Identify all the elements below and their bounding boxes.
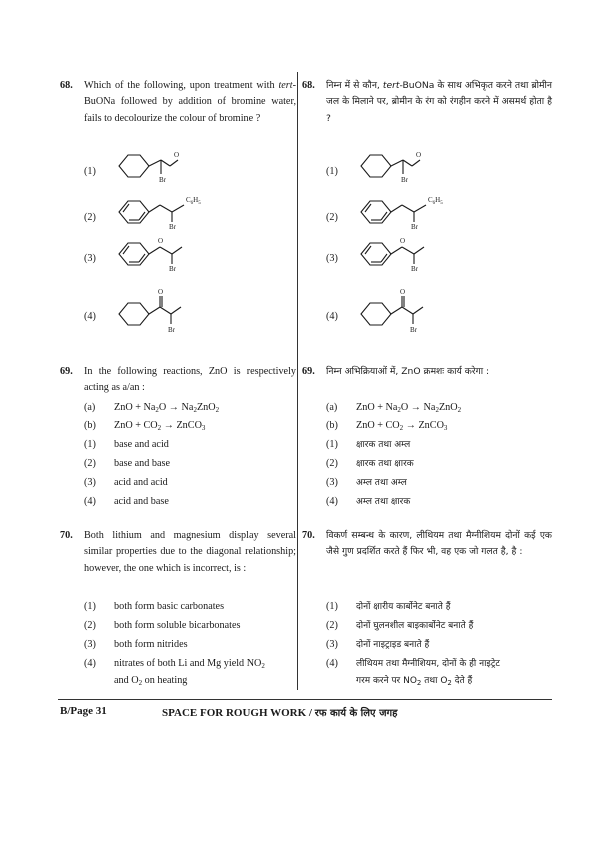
question-70-hi <box>302 528 552 561</box>
question-number: 69. <box>302 366 315 377</box>
structure-cyclohexyl-bromo-ketone <box>116 286 206 338</box>
question-text: Both lithium and magnesium display several similar properties due to the diagonal relationship; however, the one which is incorrect, is : <box>84 530 296 574</box>
option-label: (2) <box>84 212 96 223</box>
oxygen-label: O <box>400 237 406 245</box>
column-divider <box>297 72 298 690</box>
structure-cyclohexyl-bromo-ether <box>116 152 196 192</box>
question-69-hi <box>302 364 552 380</box>
question-number: 68. <box>302 80 315 91</box>
bromine-label: Br <box>411 265 418 273</box>
question-number: 68. <box>60 80 73 91</box>
question-text: विकर्ण सम्बन्ध के कारण, लीथियम तथा मैग्नीशियम दोनों कई एक जैसे गुण प्रदर्शित करते हैं फिर भी, वह एक जो गलत है, है : <box>326 530 552 558</box>
question-number: 69. <box>60 366 73 377</box>
bromine-label: Br <box>401 176 408 184</box>
question-text: Which of the following, upon treatment with tert-BuONa followed by addition of bromine water, fails to decolourize the colour of bromine ? <box>84 80 296 124</box>
question-70-en <box>60 528 296 577</box>
c6h5-label: $C_6H_5$ <box>428 196 443 206</box>
page-footer <box>60 705 540 725</box>
question-number: 70. <box>302 530 315 541</box>
bromine-label: Br <box>169 223 176 231</box>
exam-page: 68. Which of the following, upon treatment with tert-BuONa followed by addition of bromine water, fails to decolourize the colour of bromine ? (1) O Br (2) $C_6H_5$ Br (3) O Br (4) O Br 69. In the following reactions, ZnO is respectively acting as a/an : (a) ZnO + $Na_2O \to Na_2ZnO_2$ (b) ZnO + $CO_2$ → ZnCO$_3$ (1) base and acid (2) base and base (3) acid and acid (4) acid and base 70. Both lithium and magnesium display several similar properties due to the diagonal relationship; however, the one which is incorrect, is : (1) both form basic carbonates (2) both form soluble bicarbonates (3) both form nitrides (4) nitrates of both Li and Mg yield $NO_2$ and $O_2$ on heating 68. निम्न में से कौन, tert-BuONa के साथ अभिकृत करने तथा ब्रोमीन जल के मिलाने पर, ब्रोमीन के रंग को रंगहीन करने में असमर्थ होता है ? (1) O Br (2) $C_6H_5$ Br (3) O Br (4) O Br 69. निम्न अभिक्रियाओं में, ZnO क्रमशः कार्य करेगा : (a) ZnO + $Na_2O \to Na_2ZnO_2$ (b) ZnO + $CO_2$ → ZnCO$_3$ (1) क्षारक तथा अम्ल (2) क्षारक तथा क्षारक (3) अम्ल तथा अम्ल (4) अम्ल तथा क्षारक 70. विकर्ण सम्बन्ध के कारण, लीथियम तथा मैग्नीशियम दोनों कई एक जैसे गुण प्रदर्शित करते हैं फिर भी, वह एक जो गलत है, है : (1) दोनों क्षारीय कार्बोनेट बनाते हैं (2) दोनों घुलनशील बाइकार्बोनेट बनाते हैं (3) दोनों नाइट्राइड बनाते हैं (4) लीथियम तथा मैग्नीशियम, दोनों के ही नाइट्रेट गरम करने पर $NO_2$ तथा $O_2$ देते हैं B/Page 31 SPACE FOR ROUGH WORK / रफ कार्य के लिए जगह <box>0 0 595 842</box>
page-number: B/Page 31 <box>60 705 107 717</box>
structure-phenyl-bromo <box>116 196 206 236</box>
option-label: (1) <box>84 166 96 177</box>
rough-work-label: SPACE FOR ROUGH WORK / रफ कार्य के लिए जगह <box>162 707 398 719</box>
structure-phenyl-bromo-ketone <box>116 238 206 278</box>
structure-cyclohexyl-bromo-ketone <box>358 286 448 338</box>
bromine-label: Br <box>410 326 417 334</box>
bromine-label: Br <box>169 265 176 273</box>
structure-phenyl-bromo <box>358 196 448 236</box>
question-68-en <box>60 78 296 127</box>
question-number: 70. <box>60 530 73 541</box>
footer-rule <box>58 699 552 700</box>
oxygen-label: O <box>158 237 164 245</box>
bromine-label: Br <box>168 326 175 334</box>
oxygen-label: O <box>174 151 180 159</box>
oxygen-label: O <box>416 151 422 159</box>
bromine-label: Br <box>159 176 166 184</box>
structure-phenyl-bromo-ketone <box>358 238 448 278</box>
question-text: निम्न में से कौन, tert-BuONa के साथ अभिकृत करने तथा ब्रोमीन जल के मिलाने पर, ब्रोमीन के रंग को रंगहीन करने में असमर्थ होता है ? <box>326 80 552 124</box>
option-label: (4) <box>84 311 96 322</box>
c6h5-label: $C_6H_5$ <box>186 196 201 206</box>
oxygen-label: O <box>158 288 164 296</box>
bromine-label: Br <box>411 223 418 231</box>
question-text: निम्न अभिक्रियाओं में, ZnO क्रमशः कार्य करेगा : <box>326 366 490 377</box>
question-69-en <box>60 364 296 397</box>
question-text: In the following reactions, ZnO is respectively acting as a/an : <box>84 366 296 394</box>
structure-cyclohexyl-bromo-ether <box>358 152 438 192</box>
question-68-hi <box>302 78 552 127</box>
option-label: (3) <box>84 253 96 264</box>
oxygen-label: O <box>400 288 406 296</box>
